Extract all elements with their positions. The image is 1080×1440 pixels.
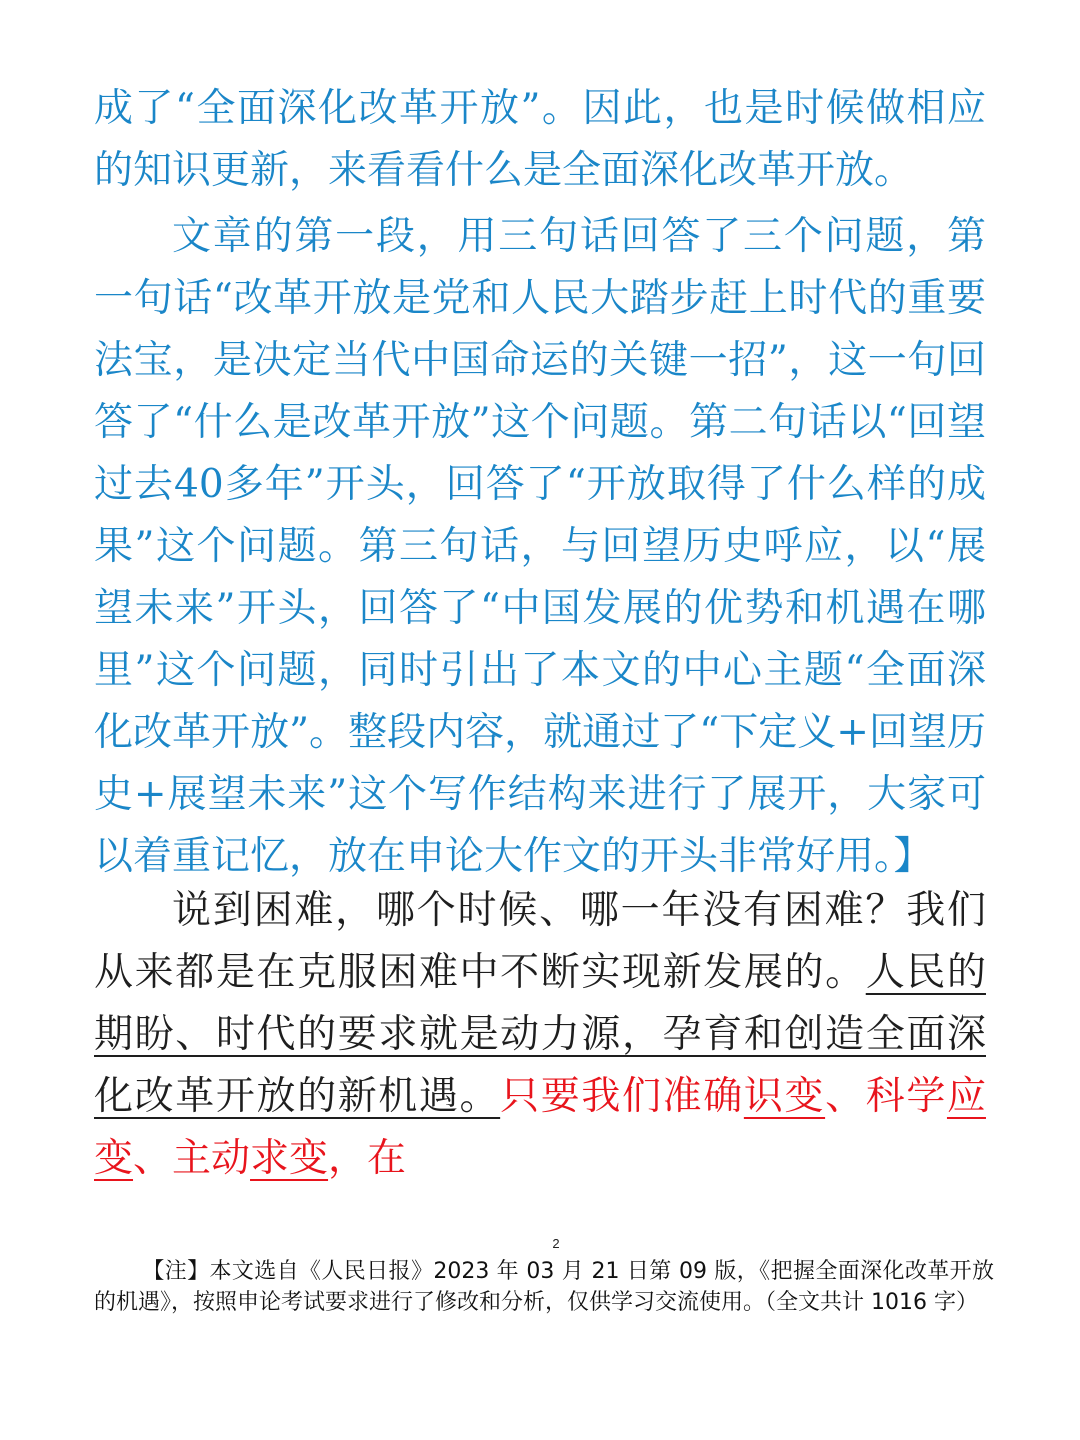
article-underlined-text: 人民的期盼、时代的要求就是动力源，孕育和创造全面深化改革开放的新机遇。 bbox=[94, 950, 986, 1119]
highlight-keyword-qiubian: 求变 bbox=[250, 1136, 329, 1181]
analysis-paragraph: 文章的第一段，用三句话回答了三个问题，第一句话“改革开放是党和人民大踏步赶上时代的重要法宝，是决定当代中国命运的关键一招”，这一句回答了“什么是改革开放”这个问题。第二句话以“回望过去40多年”开头，回答了“开放取得了什么样的成果”这个问题。第三句话，与回望历史呼应，以“展望未来”开头，回答了“中国发展的优势和机遇在哪里”这个问题，同时引出了本文的中心主题“全面深化改革开放”。整段内容，就通过了“下定义+回望历史+展望未来”这个写作结构来进行了展开，大家可以着重记忆，放在申论大作文的开头非常好用。】 bbox=[94, 214, 986, 879]
highlight-keyword-shibian: 识变 bbox=[743, 1074, 826, 1119]
highlight-text-c: 、主动 bbox=[133, 1136, 251, 1181]
footnote-text: 【注】本文选自《人民日报》2023 年 03 月 21 日第 09 版，《把握全面深化改革开放的机遇》，按照申论考试要求进行了修改和分析，仅供学习交流使用。（全文共计 1016 字） bbox=[94, 1259, 994, 1315]
page-number: 2 bbox=[552, 1236, 560, 1251]
highlight-text-d: ，在 bbox=[328, 1136, 407, 1181]
article-paragraph bbox=[94, 880, 986, 1190]
highlight-text-b: 、科学 bbox=[825, 1074, 947, 1119]
footnote bbox=[94, 1256, 994, 1318]
highlight-keyword-yingbian: 应变 bbox=[94, 1074, 986, 1181]
analysis-paragraph-continuation: 成了“全面深化改革开放”。因此，也是时候做相应的知识更新，来看看什么是全面深化改革开放。 bbox=[94, 86, 986, 193]
highlight-text-a: 只要我们准确 bbox=[500, 1074, 744, 1119]
article-plain-text: 说到困难，哪个时候、哪一年没有困难？我们从来都是在克服困难中不断实现新发展的。 bbox=[94, 888, 986, 995]
